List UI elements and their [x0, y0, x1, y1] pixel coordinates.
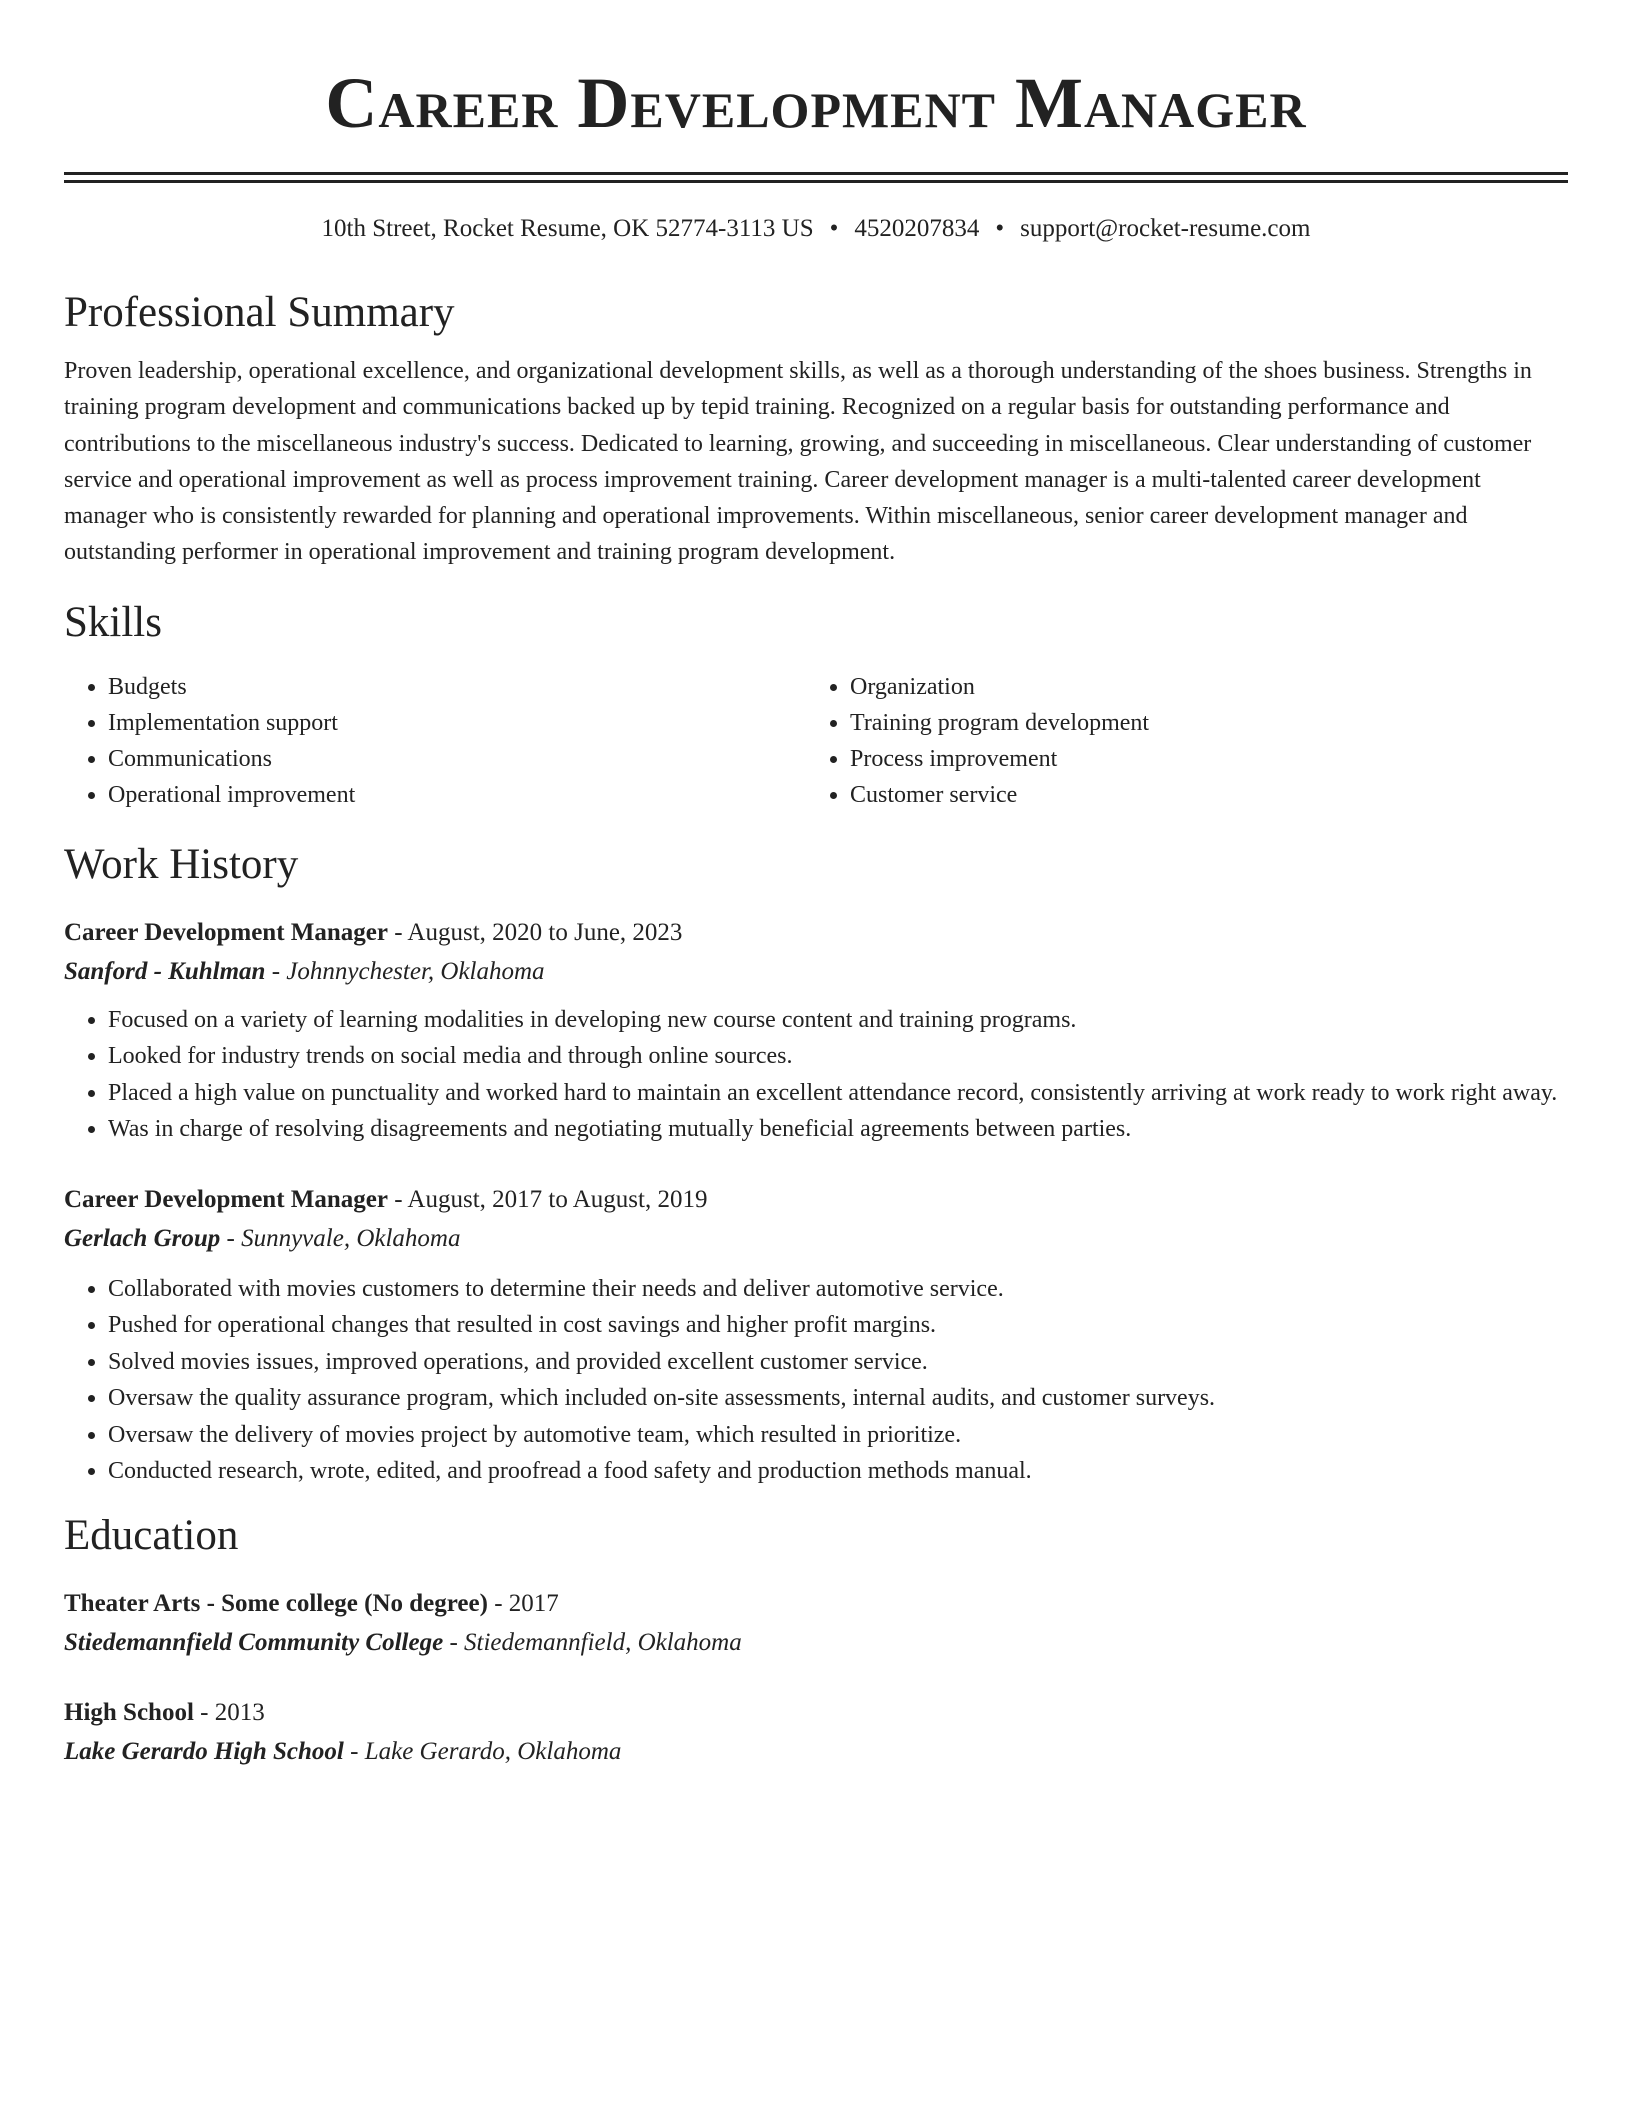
skill-item: • Customer service — [850, 777, 1548, 813]
work-history-heading: Work History — [64, 840, 299, 888]
job-bullet: • Focused on a variety of learning modalities in developing new course content and training programs. — [108, 1002, 1568, 1039]
job-entry — [64, 1180, 1568, 1490]
skill-item: • Budgets — [108, 669, 806, 705]
job-bullet: • Looked for industry trends on social media and through online sources. — [108, 1038, 1568, 1075]
skill-item: • Training program development — [850, 705, 1548, 741]
job-dates: - August, 2017 to August, 2019 — [387, 1185, 708, 1213]
job-bullet: • Oversaw the quality assurance program, which included on-site assessments, internal audits, and customer surveys. — [108, 1380, 1568, 1417]
job-dates: - August, 2020 to June, 2023 — [387, 918, 683, 946]
education-degree: Theater Arts - Some college (No degree) — [64, 1589, 488, 1617]
education-heading: Education — [64, 1511, 239, 1559]
summary-text: Proven leadership, operational excellence, and organizational development skills, as well as a thorough understanding of the shoes business. Strengths in training program development and communications backed up by tepid training. Recognized on a regular basis for outstanding performance and contributions to the miscellaneous industry's success. Dedicated to learning, growing, and succeeding in miscellaneous. Clear understanding of customer service and operational improvement as well as process improvement training. Career development manager is a multi-talented career development manager who is consistently rewarded for planning and operational improvements. Within miscellaneous, senior career development manager and outstanding performer in operational improvement and training program development. — [64, 358, 1532, 566]
job-title: Career Development Manager — [64, 918, 388, 946]
skill-item: • Communications — [108, 741, 806, 777]
education-degree-line — [64, 1584, 1568, 1623]
job-bullet: • Placed a high value on punctuality and worked hard to maintain an excellent attendance record, consistently arriving at work ready to work right away. — [108, 1075, 1568, 1112]
skill-item: • Organization — [850, 669, 1548, 705]
contact-separator: • — [995, 215, 1005, 242]
contact-email: support@rocket-resume.com — [1020, 215, 1311, 242]
education-entry — [64, 1693, 1568, 1772]
job-bullet: • Pushed for operational changes that resulted in cost savings and higher profit margins. — [108, 1307, 1568, 1344]
contact-phone: 4520207834 — [854, 215, 980, 242]
job-location: - Sunnyvale, Oklahoma — [220, 1224, 461, 1252]
education-entry — [64, 1584, 1568, 1663]
education-year: - 2017 — [487, 1589, 559, 1617]
skills-column-right — [806, 669, 1548, 813]
job-title-line — [64, 913, 1568, 952]
job-entry — [64, 913, 1568, 1148]
education-location: - Stiedemannfield, Oklahoma — [443, 1628, 742, 1656]
education-degree: High School — [64, 1698, 194, 1726]
education-location: - Lake Gerardo, Oklahoma — [343, 1737, 622, 1765]
job-title: Career Development Manager — [64, 1185, 388, 1213]
job-bullet: • Oversaw the delivery of movies project by automotive team, which resulted in prioritize. — [108, 1417, 1568, 1454]
resume-title: Career Development Manager — [325, 63, 1307, 143]
education-school-line — [64, 1732, 1568, 1772]
skill-item: • Operational improvement — [108, 777, 806, 813]
job-company: Gerlach Group — [64, 1224, 221, 1252]
job-bullet: • Was in charge of resolving disagreements and negotiating mutually beneficial agreements between parties. — [108, 1111, 1568, 1148]
job-bullets — [64, 1002, 1568, 1148]
job-bullet: • Collaborated with movies customers to determine their needs and deliver automotive service. — [108, 1271, 1568, 1308]
job-company-line — [64, 952, 1568, 992]
summary-heading: Professional Summary — [64, 289, 455, 336]
resume-page — [64, 0, 1568, 1772]
job-title-line — [64, 1180, 1568, 1219]
skills-list — [64, 669, 1568, 813]
contact-address: 10th Street, Rocket Resume, OK 52774-3113 US — [321, 215, 814, 242]
job-location: - Johnnychester, Oklahoma — [265, 957, 545, 985]
job-bullet: • Conducted research, wrote, edited, and proofread a food safety and production methods manual. — [108, 1453, 1568, 1490]
skills-column-left — [64, 669, 806, 813]
skill-item: • Process improvement — [850, 741, 1548, 777]
job-bullets — [64, 1271, 1568, 1490]
job-company: Sanford - Kuhlman — [64, 957, 266, 985]
education-school: Lake Gerardo High School — [64, 1737, 344, 1765]
education-year: - 2013 — [193, 1698, 265, 1726]
title-divider-top — [64, 172, 1568, 175]
education-degree-line — [64, 1693, 1568, 1732]
skills-heading: Skills — [64, 598, 162, 646]
education-school: Stiedemannfield Community College — [64, 1628, 444, 1656]
job-company-line — [64, 1219, 1568, 1259]
skill-item: • Implementation support — [108, 705, 806, 741]
title-divider-bottom — [64, 180, 1568, 183]
contact-line — [64, 213, 1568, 245]
job-bullet: • Solved movies issues, improved operations, and provided excellent customer service. — [108, 1344, 1568, 1381]
education-school-line — [64, 1623, 1568, 1663]
contact-separator: • — [829, 215, 839, 242]
